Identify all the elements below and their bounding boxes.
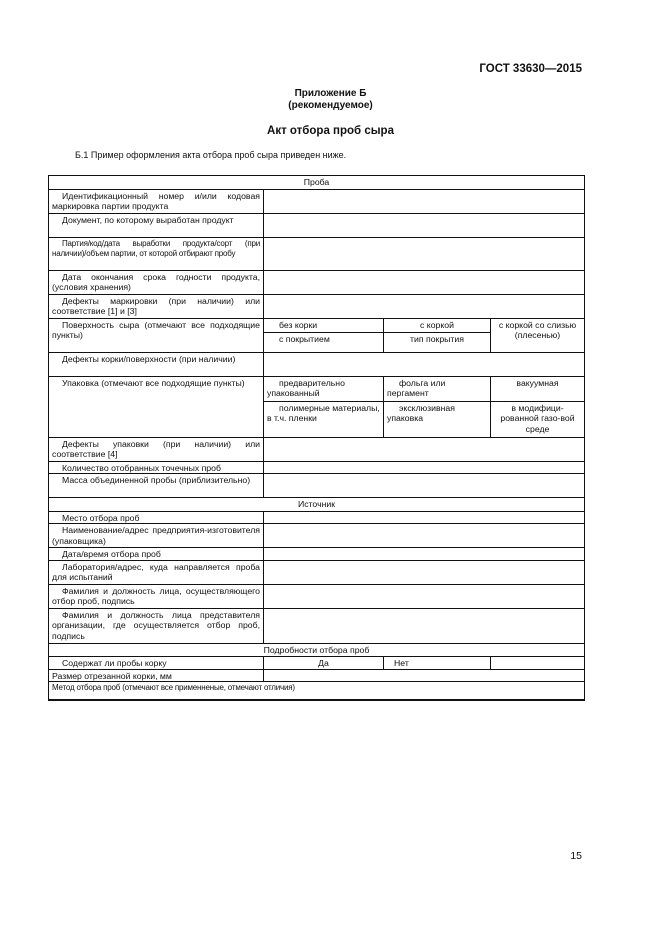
intro-paragraph: Б.1 Пример оформления акта отбора проб сыра приведен ниже. [75, 150, 347, 160]
table-row [49, 643, 585, 657]
value-cell-datetime[interactable] [264, 548, 585, 561]
option-coated[interactable]: с покрытием [264, 332, 384, 352]
value-cell-rind-size[interactable] [264, 669, 585, 682]
row-label-packaging-defects: Дефекты упаковки (при наличии) или соответствие [4] [49, 437, 264, 461]
table-row [49, 474, 585, 498]
option-with-rind[interactable]: с коркой [384, 318, 491, 332]
table-row [49, 584, 585, 608]
row-label-id-number: Идентификационный номер и/или кодовая маркировка партии продукта [49, 189, 264, 213]
value-cell-rind-defects[interactable] [264, 352, 585, 376]
value-cell-org-representative[interactable] [264, 608, 585, 643]
option-no[interactable]: Нет [384, 657, 491, 670]
option-yes[interactable]: Да [264, 657, 384, 670]
row-label-packaging: Упаковка (отмечают все подходящие пункты) [49, 376, 264, 437]
table-row [49, 376, 585, 401]
value-cell-rind-contains-blank[interactable] [491, 657, 585, 670]
row-label-laboratory: Лаборатория/адрес, куда направляется проба для испытаний [49, 560, 264, 584]
value-cell-expiry[interactable] [264, 270, 585, 294]
appendix-subtitle: (рекомендуемое) [288, 100, 373, 111]
row-label-expiry: Дата окончания срока годности продукта, (условия хранения) [49, 270, 264, 294]
table-row [49, 437, 585, 461]
table-row [49, 524, 585, 548]
table-row [49, 657, 585, 670]
table-row [49, 352, 585, 376]
option-vacuum[interactable]: вакуумная [491, 376, 585, 401]
row-label-org-representative: Фамилия и должность лица представителя организации, где осуществляется отбор проб, подпись [49, 608, 264, 643]
table-row [49, 176, 585, 190]
value-cell-document[interactable] [264, 213, 585, 237]
option-coating-type[interactable]: тип покрытия [384, 332, 491, 352]
section-header-sample: Проба [49, 176, 585, 190]
value-cell-laboratory[interactable] [264, 560, 585, 584]
table-row [49, 213, 585, 237]
table-row [49, 548, 585, 561]
table-row [49, 270, 585, 294]
table-row [49, 669, 585, 682]
option-exclusive[interactable]: эксклюзивная упаковка [384, 401, 491, 437]
row-label-rind-defects: Дефекты корки/поверхности (при наличии) [49, 352, 264, 376]
option-prepacked[interactable]: предварительно упакованный [264, 376, 384, 401]
section-header-source: Источник [49, 498, 585, 512]
value-cell-id-number[interactable] [264, 189, 585, 213]
option-no-rind[interactable]: без корки [264, 318, 384, 332]
sampling-act-table [48, 175, 585, 701]
table-row [49, 560, 585, 584]
row-label-datetime: Дата/время отбора проб [49, 548, 264, 561]
document-code: ГОСТ 33630—2015 [479, 63, 582, 75]
act-title: Акт отбора проб сыра [267, 125, 394, 137]
table-row [49, 189, 585, 213]
value-cell-sample-count[interactable] [264, 461, 585, 474]
value-cell-packaging-defects[interactable] [264, 437, 585, 461]
section-header-details: Подробности отбора проб [49, 643, 585, 657]
row-label-rind-size: Размер отрезанной корки, мм [49, 669, 264, 682]
table-row [49, 318, 585, 332]
option-modified-atmosphere[interactable]: в модифици-рованной газо-вой среде [491, 401, 585, 437]
option-polymer[interactable]: полимерные материалы, в т.ч. пленки [264, 401, 384, 437]
value-cell-combined-mass[interactable] [264, 474, 585, 498]
option-foil[interactable]: фольга или пергамент [384, 376, 491, 401]
row-label-manufacturer: Наименование/адрес предприятия-изготовителя (упаковщика) [49, 524, 264, 548]
table-row [49, 682, 585, 700]
row-label-sampler: Фамилия и должность лица, осуществляющего отбор проб, подпись [49, 584, 264, 608]
row-label-sample-count: Количество отобранных точечных проб [49, 461, 264, 474]
row-label-marking-defects: Дефекты маркировки (при наличии) или соответствие [1] и [3] [49, 294, 264, 318]
value-cell-place[interactable] [264, 511, 585, 524]
page-number: 15 [570, 850, 582, 862]
table-row [49, 608, 585, 643]
table-row [49, 498, 585, 512]
table-row [49, 294, 585, 318]
value-cell-manufacturer[interactable] [264, 524, 585, 548]
value-cell-marking-defects[interactable] [264, 294, 585, 318]
table-row [49, 237, 585, 270]
row-label-document: Документ, по которому выработан продукт [49, 213, 264, 237]
row-label-combined-mass: Масса объединенной пробы (приблизительно) [49, 474, 264, 498]
value-cell-sampler[interactable] [264, 584, 585, 608]
value-cell-batch[interactable] [264, 237, 585, 270]
row-label-method[interactable]: Метод отбора проб (отмечают все применненые, отмечают отличия) [49, 682, 585, 700]
row-label-rind-contains: Содержат ли пробы корку [49, 657, 264, 670]
appendix-title: Приложение Б [294, 88, 367, 99]
row-label-surface: Поверхность сыра (отмечают все подходящие пункты) [49, 318, 264, 352]
table-row [49, 461, 585, 474]
table-row [49, 511, 585, 524]
row-label-batch: Партия/код/дата выработки продукта/сорт (при наличии)/объем партии, от которой отбирают пробу [49, 237, 264, 270]
row-label-place: Место отбора проб [49, 511, 264, 524]
option-rind-mucus[interactable]: с коркой со слизью (плесенью) [491, 318, 585, 352]
